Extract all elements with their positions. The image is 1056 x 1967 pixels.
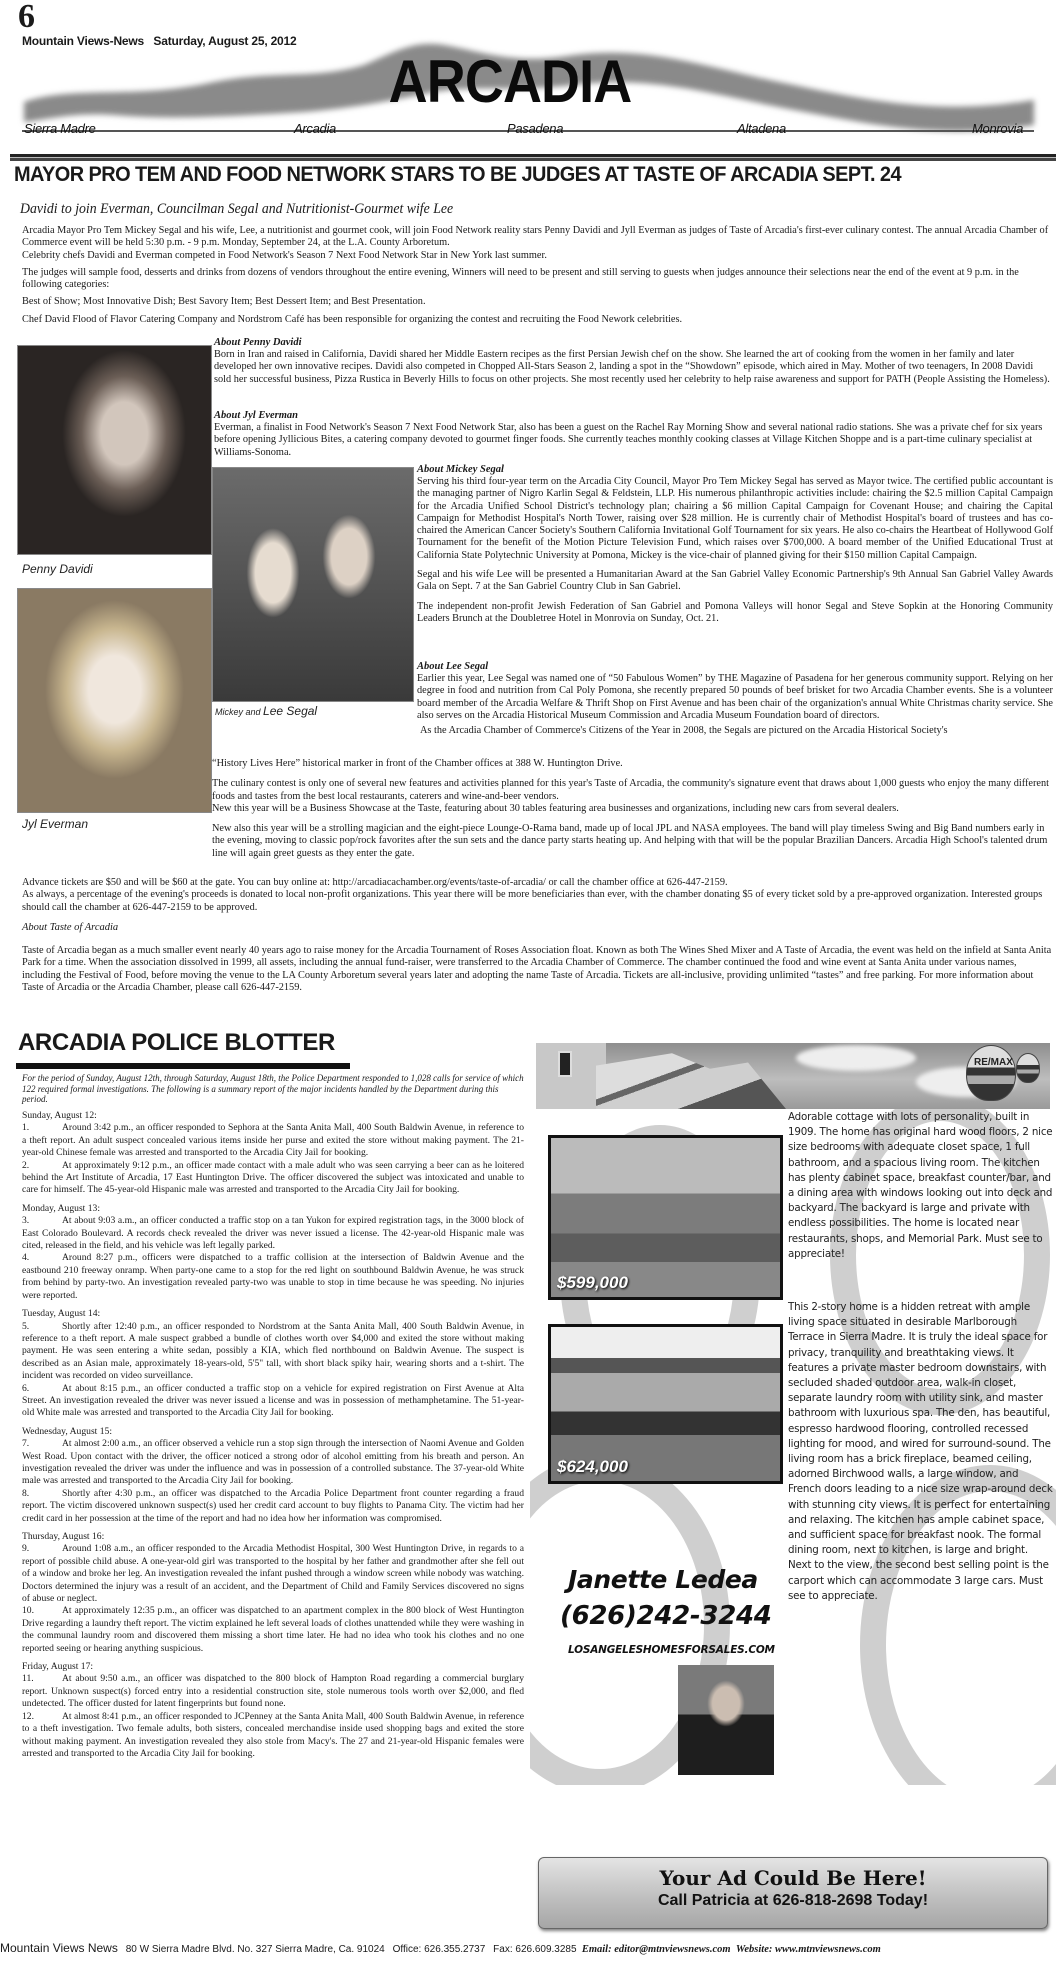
tickets-line: As always, a percentage of the evening's proceeds is donated to local non-profit organizations. This year there will be more beneficiaries than ever, with the chamber donating $5 of every ticket sold by a pre-approved organization. Interested groups should call the chamber at 626-447-2159 to be approved.: [22, 889, 1043, 913]
banner-tower: [536, 1043, 606, 1109]
listing-photo-2[interactable]: [548, 1324, 783, 1484]
incident-text: At about 8:15 p.m., an officer conducted a traffic stop on a vehicle for expired registration on First Avenue at Alta Street. An investigation revealed the driver was never issued a license and was in possession of methamphetamine. The 51-year-old White male was arrested and transported to the Arcadia City Jail for booking.: [22, 1382, 524, 1419]
intro-paragraph: Best of Show; Most Innovative Dish; Best Savory Item; Best Dessert Item; and Best Presentation.: [22, 296, 426, 308]
caption-segal: [215, 704, 317, 718]
bio-title: About Jyl Everman: [214, 410, 299, 421]
footer-email-label: Email:: [581, 1944, 612, 1955]
day-label: Thursday, August 16:: [22, 1531, 105, 1542]
incident-text: Shortly after 12:40 p.m., an officer responded to Nordstrom at the Santa Anita Mall, 400 South Baldwin Avenue, in reference to a theft report. A male suspect grabbed a bundle of clothes worth over $4,000 and exited the store without making payment. He was seen entering a white sedan, possibly a KIA, which fled northbound on Baldwin Avenue. The suspect is described as an Asian male, approximately 18-years-old, 5'5" tall, with short black spiky hair, wearing shorts and a t-shirt. The incident was recorded on video surveillance.: [22, 1320, 524, 1382]
incident-number: 10.: [22, 1605, 34, 1617]
town-line: [22, 120, 1034, 140]
footer-website-label: Website:: [735, 1944, 773, 1955]
blotter-day: [22, 1203, 524, 1302]
blotter-list: [22, 1110, 524, 1760]
town-pasadena: Pasadena: [507, 121, 564, 136]
incident-text: At about 9:03 a.m., an officer conducted a traffic stop on a tan Yukon for expired registration tags, in the 3000 block of East Colorado Boulevard. A records check revealed the driver was never issued a license. The 42-year-old Hispanic male was cited, released in the field, and his vehicle was left legally parked.: [22, 1215, 524, 1252]
blotter-day: [22, 1531, 524, 1655]
banner-house: [596, 1047, 786, 1109]
ad-placeholder-title: Your Ad Could Be Here!: [659, 1866, 927, 1890]
bio-jyl-everman: [214, 410, 1052, 459]
incident: [22, 1160, 524, 1197]
banner-cloud: [796, 1045, 916, 1071]
bio-lee-segal: [417, 661, 1053, 722]
listing-description-1: Adorable cottage with lots of personality, built in 1909. The home has original hard wood floors, 2 nice size bedrooms with adequate closet space, 1 full bathroom, and a spacious living room. The kitchen has plenty cabinet space, breakfast counter/bar, and a dining area with windows looking out into deck and backyard. The backyard is large and private with endless possibilities. The home is located near restaurants, shops, and Memorial Park. Must see to appreciate!: [788, 1111, 1053, 1260]
incident-text: Shortly after 4:30 p.m., an officer was dispatched to the Arcadia Police Department front counter regarding a fraud report. The victim discovered unknown suspect(s) used her credit card account to buy flights to Panama City. The victim had her credit card in her possession at the time of the report and had no idea how her information was compromised.: [22, 1487, 524, 1524]
footer-fax: Fax: 626.609.3285: [493, 1944, 577, 1955]
agent-phone[interactable]: (626)242-3244: [560, 1601, 772, 1631]
incident: [22, 1488, 524, 1525]
bio-penny-davidi: [214, 337, 1052, 386]
ad-banner-image: [536, 1043, 1050, 1109]
agent-website-link[interactable]: LOSANGELESHOMESFORSALES.COM: [568, 1644, 775, 1656]
photo-mickey-lee-segal: [212, 467, 414, 702]
incident: [22, 1122, 524, 1159]
issue-date: Saturday, August 25, 2012: [153, 34, 297, 48]
footer-website-link[interactable]: www.mtnviewsnews.com: [775, 1944, 881, 1955]
incident: [22, 1438, 524, 1488]
footer-publication: Mountain Views News: [0, 1941, 118, 1955]
incident-number: 2.: [22, 1159, 30, 1171]
caption-segal-big: Lee Segal: [263, 704, 318, 718]
incident-text: At about 9:50 a.m., an officer was dispatched to the 800 block of Hampton Road regarding a commercial burglary report. Unknown suspect(s) forced entry into a residential construction site, stole numerous tools worth over $2,000, and fled undetected. The officer dusted for latent fingerprints but found none.: [22, 1673, 524, 1710]
incident: [22, 1605, 524, 1655]
segal-marker-paragraph: [22, 725, 1052, 737]
incident-number: 5.: [22, 1320, 30, 1332]
page-footer: [0, 1941, 1056, 1955]
blotter-day: [22, 1661, 524, 1760]
marker-line-1: As the Arcadia Chamber of Commerce's Citizens of the Year in 2008, the Segals are pictured on the Arcadia Historical Society's: [420, 725, 948, 736]
town-arcadia: Arcadia: [294, 121, 336, 136]
tickets-info: [22, 877, 1052, 914]
day-label: Wednesday, August 15:: [22, 1425, 113, 1437]
incident-number: 4.: [22, 1252, 30, 1264]
incident-number: 8.: [22, 1487, 30, 1499]
incident-number: 6.: [22, 1382, 30, 1394]
caption-segal-small: Mickey and: [215, 707, 261, 717]
masthead-rule: [10, 154, 1056, 161]
intro-paragraph: Celebrity chefs Davidi and Everman competed in Food Network's Season 7 Next Food Network Star in New York last summer.: [22, 249, 547, 261]
bio-mickey-segal: [417, 464, 1053, 632]
photo-jyl-everman: [17, 588, 212, 813]
bio-text: Everman, a finalist in Food Network's Season 7 Next Food Network Star, also has been a guest on the Rachel Ray Morning Show and several national radio stations. She was a private chef for six years before opening Jyllicious Bites, a catering company devoted to gourmet finger foods. She currently teaches monthly cooking classes at Village Kitchen Shoppe and is a part-time culinary specialist at Williams-Sonoma.: [214, 422, 1043, 458]
caption-jyl-everman: Jyl Everman: [22, 817, 89, 831]
bio-title: About Mickey Segal: [417, 464, 504, 475]
balloon-icon: [966, 1045, 1016, 1101]
town-sierra-madre: Sierra Madre: [24, 121, 96, 136]
realestate-ad[interactable]: [530, 1035, 1056, 1785]
article-paragraph: New also this year will be a strolling magician and the eight-piece Lounge-O-Rama band, made up of local JPL and NASA employees. The band will play timeless Swing and Big Band numbers early in the evening, moving to classic pop/rock favorites after the sun sets and the dance party starts heating up. And helping with that will be the popular Brazilian Dancers. Arcadia High School's talented drum line will again greet guests as they enter the gate.: [212, 823, 1048, 859]
incident-text: Around 1:08 a.m., an officer responded to the Arcadia Methodist Hospital, 300 West Huntington Drive, in regards to a report of possible child abuse. A one-year-old girl was transported to the hospital by her father and grandmother after she fell out of a window and broke her leg. An investigation revealed the infant pushed through a window screen while nobody was watching. Doctors determined the injury was a result of an accident, and the Department of Child and Family Services discovered no signs of abuse or neglect.: [22, 1543, 524, 1605]
publication-name: Mountain Views-News: [22, 34, 145, 48]
blotter-day: [22, 1110, 524, 1197]
incident-number: 3.: [22, 1215, 30, 1227]
ad-placeholder[interactable]: [538, 1857, 1048, 1929]
bio-text: Serving his third four-year term on the Arcadia City Council, Mayor Pro Tem Mickey Segal has served as Mayor twice. The certified public accountant is the managing partner of Nigro Karlin Segal & Feldstein, LLP. His numerous philanthropic activities include: chairing the $2.5 million Capital Campaign for the Arcadia Unified School District's technology plan; chairing a $6 million Capital Campaign for Covenant House; and chairing the Capital Campaign for Methodist Hospital's North Tower, raising over $28 million. He is currently chair of Methodist Hospital's board of trustees and has co-chaired the American Cancer Society's Southern California Invitational Golf Tournament for six years. He also co-chairs the Heartbeat of Hollywood Golf Tournament for the benefit of the Motion Picture Television Fund, which raises over $700,000. A board member of the Unified Educational Trust at California State Polytechnic University at Pomona, Mickey is the vice-chair of planned giving for their $150 million Capital Campaign.: [417, 476, 1054, 561]
incident-number: 11.: [22, 1673, 34, 1685]
ad-placeholder-call: Call Patricia at 626-818-2698 Today!: [657, 1892, 929, 1909]
incident: [22, 1252, 524, 1302]
town-monrovia: Monrovia: [972, 121, 1024, 136]
tickets-line: Advance tickets are $50 and will be $60 at the gate. You can buy online at: http://arcadiacachamber.org/events/taste-of-arcadia/ or call the chamber office at 626-447-2159.: [22, 877, 728, 888]
incident: [22, 1215, 524, 1252]
bio-text: The independent non-profit Jewish Federation of San Gabriel and Pomona Valleys will honor Segal and Steve Sopkin at the Honoring Community Leaders Brunch at the Doubletree Hotel in Monrovia on Sunday, Oct. 21.: [417, 600, 1053, 624]
intro-paragraph: The judges will sample food, desserts and drinks from dozens of vendors throughout the entire evening, Winners will need to be present and still serving to guests when judges announce their selections near the end of the event at 9 p.m. in the following categories:: [22, 266, 1019, 291]
page-number: 6: [18, 0, 35, 35]
incident: [22, 1673, 524, 1710]
incident-text: At almost 8:41 p.m., an officer responded to JCPenney at the Santa Anita Mall, 400 South Baldwin Avenue, in reference to a theft investigation. Two female adults, both sisters, concealed merchandise inside used shopping bags and exited the store without making payment. An investigation revealed they also stole from Macy's. The 27 and 21-year-old Hispanic females were arrested and transported to the Arcadia City Jail for booking.: [22, 1710, 524, 1759]
marker-line-2: “History Lives Here” historical marker in front of the Chamber offices at 388 W. Huntington Drive.: [212, 758, 623, 769]
blotter-title: ARCADIA POLICE BLOTTER: [18, 1029, 335, 1056]
listing-description-2: This 2-story home is a hidden retreat with ample living space situated in desirable Marlborough Terrace in Sierra Madre. It is truly the ideal space for privacy, tranquility and breathtaking views. It features a private master bedroom downstairs, with secluded shaded outdoor area, walk-in closet, separate laundry room with utility sink, and master bathroom with luxurious spa. The den, has beautiful, espresso hardwood flooring, controlled recessed lighting for mood, and wired for surround-sound. The living room has a brick fireplace, beamed ceiling, adorned Birchwood walls, a large window, and French doors leading to a nice size wrap-around deck with stunning city views. It is perfect for entertaining and relaxing. The kitchen has ample cabinet space, and sufficient space for breakfast nook. The formal dining room, next to kitchen, is large and bright. Next to the view, the second best selling point is the carport which can accommodate 3 large cars. Must see to appreciate.: [788, 1301, 1053, 1602]
photo-penny-davidi: [17, 345, 212, 555]
footer-address: 80 W Sierra Madre Blvd. No. 327 Sierra Madre, Ca. 91024: [125, 1944, 385, 1955]
incident-text: At approximately 12:35 p.m., an officer was dispatched to an apartment complex in the 800 block of West Huntington Drive regarding a laundry theft report. The victim explained he left several loads of clothes unattended while they were washing in the communal laundry room and discovered them missing a short time later. He had no idea who took his clothes and no one reported seeing or hearing anything suspicious.: [22, 1605, 524, 1654]
footer-office-phone: Office: 626.355.2737: [392, 1944, 486, 1955]
listing-photo-1[interactable]: [548, 1135, 783, 1300]
day-label: Sunday, August 12:: [22, 1110, 97, 1121]
balloon-icon: [1016, 1053, 1040, 1083]
agent-name: Janette Ledea: [568, 1565, 758, 1594]
intro-paragraph: Arcadia Mayor Pro Tem Mickey Segal and his wife, Lee, a nutritionist and gourmet cook, will join Food Network reality stars Penny Davidi and Jyll Everman as judges of Taste of Arcadia's first-ever culinary contest. The annual Arcadia Chamber of Commerce event will be held 5:30 p.m. - 9 p.m. Monday, September 24, at the L.A. County Arboretum.: [22, 225, 1049, 249]
incident-number: 1.: [22, 1122, 30, 1134]
publication-dateline: [22, 34, 296, 48]
article-more: [212, 758, 1052, 868]
footer-email-link[interactable]: editor@mtnviewsnews.com: [614, 1944, 731, 1955]
article-headline: MAYOR PRO TEM AND FOOD NETWORK STARS TO BE JUDGES AT TASTE OF ARCADIA SEPT. 24: [14, 163, 901, 186]
bio-title: About Penny Davidi: [214, 337, 302, 348]
incident-number: 9.: [22, 1543, 30, 1555]
about-taste-text: Taste of Arcadia began as a much smaller event nearly 40 years ago to raise money for the Arcadia Tournament of Roses Association float. Known as both The Wines Shed Mixer and A Taste of Arcadia, the event was held on the infield at Santa Anita Park for a time. When the association dissolved in 1999, all assets, including the annual fund-raiser, were transferred to the Arcadia Chamber of Commerce. The chamber continued the food and wine event at Santa Anita under various names, including the Festival of Food, before moving the venue to the LA County Arboretum several years later and adopting the name Taste of Arcadia. Tickets are all-inclusive, providing unlimited “tastes” and free parking. For more information about Taste of Arcadia or the Arcadia Chamber, please call 626-447-2159.: [22, 945, 1052, 993]
blotter-day: [22, 1426, 524, 1525]
bio-text: Born in Iran and raised in California, Davidi shared her Middle Eastern recipes as the first Persian Jewish chef on the show. She learned the art of cooking from the women in her family and later developed her own innovative recipes. Davidi also competed in Chopped All-Stars Season 2, landing a spot in the “Showdown” episode, which aired in May. Mother of two teenagers, In 2008 Davidi sold her successful business, Pizza Rustica in Beverly Hills to focus on other projects. She most recently used her celebrity to help raise awareness and support for PATH (People Assisting the Homeless).: [214, 349, 1050, 385]
section-title: ARCADIA: [388, 48, 632, 115]
incident-text: Around 3:42 p.m., an officer responded to Sephora at the Santa Anita Mall, 400 South Baldwin Avenue, in reference to a theft report. An adult suspect concealed various items inside her purse and exited the store without making payment. The 21-year-old Chinese female was arrested and transported to the Arcadia City Jail for booking.: [22, 1122, 524, 1159]
incident: [22, 1383, 524, 1420]
bio-text: Earlier this year, Lee Segal was named one of “50 Fabulous Women” by THE Magazine of Pasadena for her generous community support. Relying on her degree in food and nutrition from Cal Poly Pomona, she recently prepared 50 pounds of beef brisket for two Arcadia Chamber events. She is a volunteer board member of the Arcadia Welfare & Thrift Shop on First Avenue and has been chair of the organization's annual White Christmas charity service. She also serves on the Arcadia Historical Museum Commission and Arcadia Museum Foundation board of directors.: [417, 673, 1053, 721]
caption-penny-davidi: Penny Davidi: [22, 562, 93, 576]
incident-text: At almost 2:00 a.m., an officer observed a vehicle run a stop sign through the intersection of Naomi Avenue and Golden West Road. Upon contact with the driver, the officer noticed a strong odor of alcohol emitting from his breath and person. An investigation revealed the driver was under the influence and was in possession of a controlled substance. The 37-year-old White male was arrested and transported to the Arcadia City Jail for booking.: [22, 1438, 524, 1487]
bio-title: About Lee Segal: [417, 661, 489, 672]
article-paragraph: The culinary contest is only one of several new features and activities planned for this year's Taste of Arcadia, the community's signature event that draws about 1,000 guests who enjoy the many different foods and tastes from the best local restaurants, caterers and wine-and-beer vendors.: [212, 778, 1049, 802]
incident: [22, 1321, 524, 1383]
bio-text: Segal and his wife Lee will be presented a Humanitarian Award at the San Gabriel Valley Economic Partnership's 9th Annual San Gabriel Valley Awards Gala on Sept. 7 at the San Gabriel Country Club in San Gabriel.: [417, 569, 1053, 593]
blotter-day: [22, 1308, 524, 1420]
intro-paragraph: Chef David Flood of Flavor Catering Company and Nordstrom Café has been responsible for organizing the contest and recruiting the Food Nework celebrities.: [22, 313, 683, 325]
article-paragraph: New this year will be a Business Showcase at the Taste, featuring about 30 tables featuring area businesses and organizations, including new cars from several dealers.: [212, 802, 899, 814]
listing-price: $599,000: [557, 1273, 628, 1292]
brand-logo: RE/MAX: [974, 1057, 1013, 1068]
town-altadena: Altadena: [737, 121, 786, 136]
blotter-intro: For the period of Sunday, August 12th, through Saturday, August 18th, the Police Department responded to 1,028 calls for service of which 122 required formal investigations. The following is a summary report of the major incidents handled by the Department during this period.: [22, 1073, 524, 1104]
listing-price: $624,000: [557, 1457, 628, 1476]
incident: [22, 1543, 524, 1605]
day-label: Tuesday, August 14:: [22, 1308, 101, 1320]
incident: [22, 1711, 524, 1761]
day-label: Monday, August 13:: [22, 1202, 100, 1214]
incident-number: 7.: [22, 1438, 30, 1450]
day-label: Friday, August 17:: [22, 1661, 94, 1673]
agent-photo: [678, 1665, 774, 1775]
article-intro: [22, 225, 1052, 331]
blotter-rule: [16, 1063, 350, 1069]
article-subhead: Davidi to join Everman, Councilman Segal and Nutritionist-Gourmet wife Lee: [20, 201, 454, 217]
about-taste-title: About Taste of Arcadia: [22, 922, 119, 933]
incident-text: At approximately 9:12 p.m., an officer made contact with a male adult who was seen carrying a beer can as he loitered behind the Art Institute of Arcadia, 17 East Huntington Drive. The officer discovered the subject was intoxicated and unable to care for himself. The 45-year-old Hispanic male was arrested and transported to the Arcadia City Jail for booking.: [22, 1159, 524, 1196]
incident-number: 12.: [22, 1710, 34, 1722]
incident-text: Around 8:27 p.m., officers were dispatched to a traffic collision at the intersection of Baldwin Avenue and the eastbound 210 freeway onramp. When party-one came to a stop for the red light on southbound Baldwin Avenue, he was struck from behind by party-two. An investigation revealed party-two was unable to stop in time because he was speeding. No injuries were reported.: [22, 1252, 524, 1301]
